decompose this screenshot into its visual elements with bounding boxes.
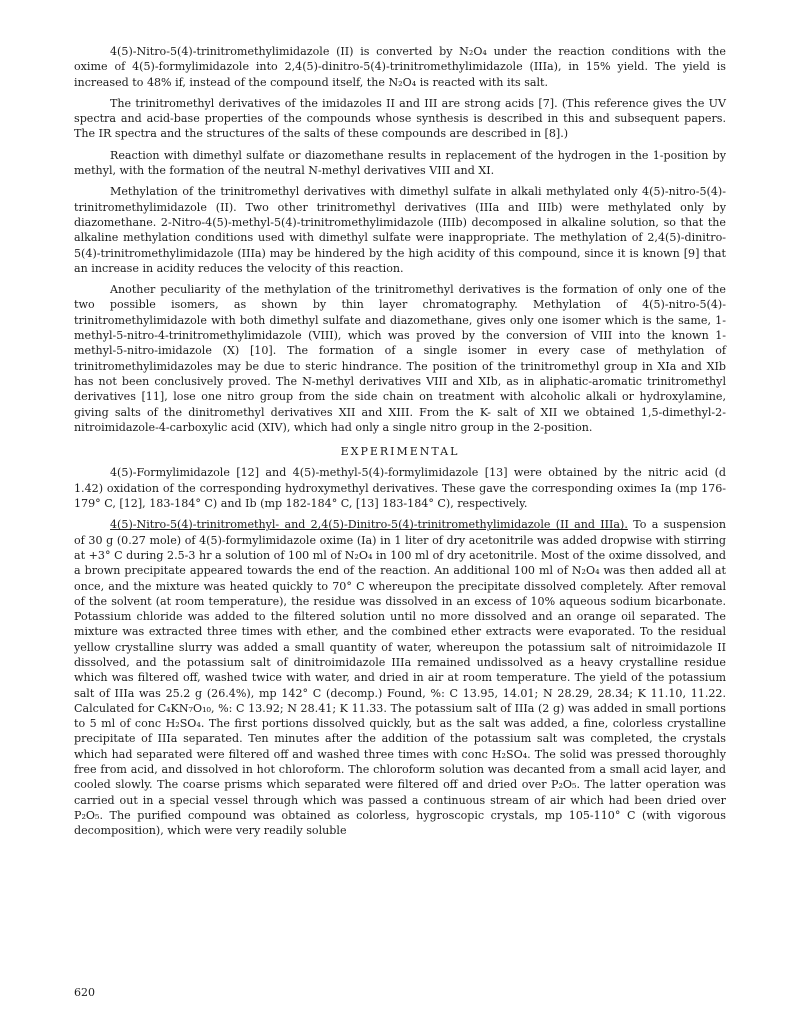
paragraph-acidity: The trinitromethyl derivatives of the imidazoles II and III are strong acids [7]. (This reference gives the UV spectra and acid-base properties of the compounds whose synthesis is described in this and subsequent papers. The IR spectra and the structures of the salts of these compounds are described in [8].) bbox=[74, 96, 726, 141]
synthesis-text: To a suspension of 30 g (0.27 mole) of 4(5)-formylimidazole oxime (Ia) in 1 liter of dry acetonitrile was added dropwise with stirring at +3° C during 2.5-3 hr a solution of 100 ml of N₂O₄ in 100 ml of dry acetonitrile. Most of the oxime dissolved, and a brown precipitate appeared towards the end of the reaction. An additional 100 ml of N₂O₄ was then added all at once, and the mixture was heated quickly to 70° C whereupon the precipitate dissolved completely. After removal of the solvent (at room temperature), the residue was dissolved in an excess of 10% aqueous sodium bicarbonate. Potassium chloride was added to the filtered solution until no more dissolved and an orange oil separated. The mixture was extracted three times with ether, and the combined ether extracts were evaporated. To the residual yellow crystalline slurry was added a small quantity of water, whereupon the potassium salt of nitroimidazole II dissolved, and the potassium salt of dinitroimidazole IIIa remained undissolved as a heavy crystalline residue which was filtered off, washed twice with water, and dried in air at room temperature. The yield of the potassium salt of IIIa was 25.2 g (26.4%), mp 142° C (decomp.) Found, %: C 13.95, 14.01; N 28.29, 28.34; K 11.10, 11.22. Calculated for C₄KN₇O₁₀, %: C 13.92; N 28.41; K 11.33. The potassium salt of IIIa (2 g) was added in small portions to 5 ml of conc H₂SO₄. The first portions dissolved quickly, but as the salt was added, a fine, colorless crystalline precipitate of IIIa separated. Ten minutes after the addition of the potassium salt was completed, the crystals which had separated were filtered off and washed three times with conc H₂SO₄. The solid was pressed thoroughly free from acid, and dissolved in hot chloroform. The chloroform solution was decanted from a small acid layer, and cooled slowly. The coarse prisms which separated were filtered off and dried over P₂O₅. The latter operation was carried out in a special vessel through which was passed a continuous stream of air which had been dried over P₂O₅. The purified compound was obtained as colorless, hygroscopic crystals, mp 105-110° C (with vigorous decomposition), which were very readily soluble bbox=[74, 518, 726, 838]
paragraph-methylation: Methylation of the trinitromethyl derivatives with dimethyl sulfate in alkali methylated only 4(5)-nitro-5(4)-trinitromethylimidazole (II). Two other trinitromethyl derivatives (IIIa and IIIb) were methylated only by diazomethane. 2-Nitro-4(5)-methyl-5(4)-trinitromethylimidazole (IIIb) decomposed in alkaline solution, so that the alkaline methylation conditions used with dimethyl sulfate were inappropriate. The methylation of 2,4(5)-dinitro-5(4)-trinitromethylimidazole (IIIa) may be hindered by the high acidity of this compound, since it is known [9] that an increase in acidity reduces the velocity of this reaction. bbox=[74, 185, 726, 275]
run-in-heading: 4(5)-Nitro-5(4)-trinitromethyl- and 2,4(5)-Dinitro-5(4)-trinitromethylimidazole (II and IIIa). bbox=[110, 518, 628, 532]
section-heading-experimental: EXPERIMENTAL bbox=[340, 445, 460, 459]
paragraph-formylimidazole: 4(5)-Formylimidazole [12] and 4(5)-methyl-5(4)-formylimidazole [13] were obtained by the nitric acid (d 1.42) oxidation of the corresponding hydroxymethyl derivatives. These gave the corresponding oximes Ia (mp 176-179° C, [12], 183-184° C) and Ib (mp 182-184° C, [13] 183-184° C), respectively. bbox=[74, 466, 726, 511]
paragraph-methyl-replacement: Reaction with dimethyl sulfate or diazomethane results in replacement of the hydrogen in the 1-position by methyl, with the formation of the neutral N-methyl derivatives VIII and XI. bbox=[74, 148, 726, 178]
paragraph-isomers: Another peculiarity of the methylation of the trinitromethyl derivatives is the formation of only one of the two possible isomers, as shown by thin layer chromatography. Methylation of 4(5)-nitro-5(4)-trinitromethylimidazole with both dimethyl sulfate and diazomethane, gives only one isomer which is the same, 1-methyl-5-nitro-4-trinitromethylimidazole (VIII), which was proved by the conversion of VIII into the known 1-methyl-5-nitro-imidazole (X) [10]. The formation of a single isomer in every case of methylation of trinitromethylimidazoles may be due to steric hindrance. The position of the trinitromethyl group in XIa and XIb has not been conclusively proved. The N-methyl derivatives VIII and XIb, as in aliphatic-aromatic trinitromethyl derivatives [11], lose one nitro group from the side chain on treatment with alcoholic alkali or hydroxylamine, giving salts of the dinitromethyl derivatives XII and XIII. From the K- salt of XII we obtained 1,5-dimethyl-2-nitroimidazole-4-carboxylic acid (XIV), which had only a single nitro group in the 2-position. bbox=[74, 283, 726, 434]
article-body bbox=[74, 44, 726, 845]
page-number: 620 bbox=[74, 986, 95, 999]
paragraph-synthesis bbox=[74, 517, 726, 838]
paragraph-nitration: 4(5)-Nitro-5(4)-trinitromethylimidazole (II) is converted by N₂O₄ under the reaction conditions with the oxime of 4(5)-formylimidazole into 2,4(5)-dinitro-5(4)-trinitromethylimidazole (IIIa), in 15% yield. The yield is increased to 48% if, instead of the compound itself, the N₂O₄ is reacted with its salt. bbox=[74, 45, 726, 89]
